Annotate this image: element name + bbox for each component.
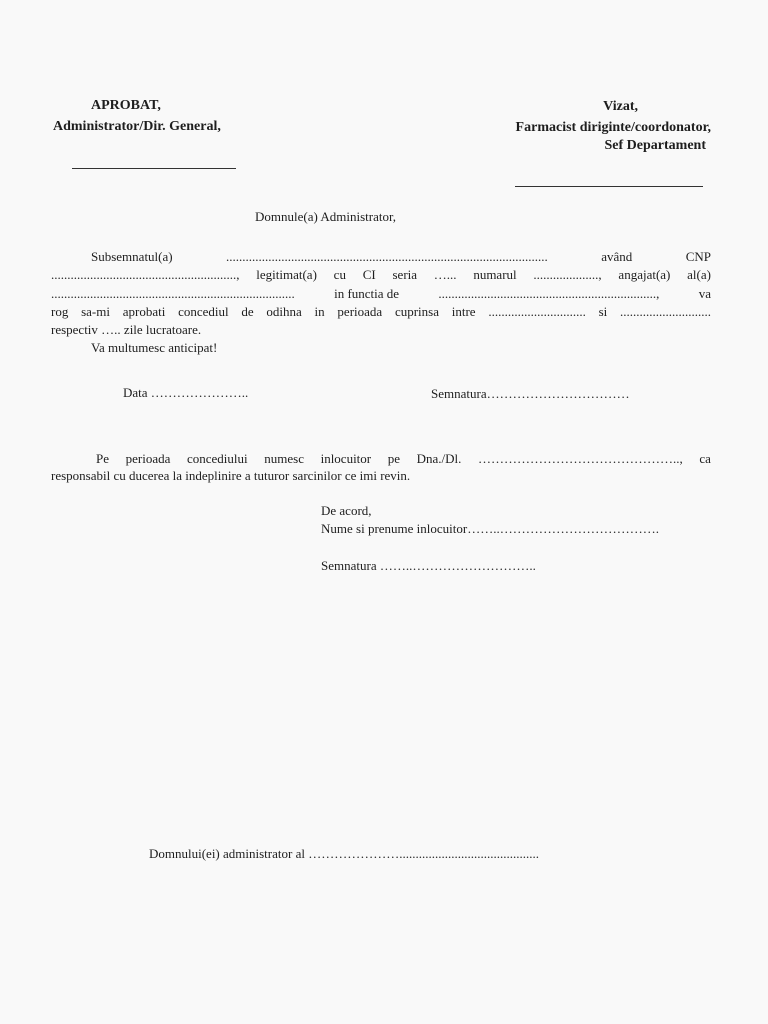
vizat-signature-line [515, 186, 703, 187]
signature-field: Semnatura…………………………… [431, 386, 630, 401]
start-date-blank: .............................. [488, 304, 586, 319]
word: de [241, 304, 254, 319]
word: rog [51, 304, 69, 319]
word: concediului [186, 451, 248, 466]
addressee-line: Domnului(ei) administrator al …………………........................................... [149, 846, 539, 861]
approver-role: Administrator/Dir. General, [53, 119, 221, 134]
functia-label: in functia de [334, 286, 400, 301]
function-blank: ..................................................................., [438, 286, 660, 301]
word: perioada [125, 451, 171, 466]
employer-blank: ........................................................................... [51, 286, 295, 301]
subsemnatul-label: Subsemnatul(a) [91, 249, 173, 264]
request-line-2 [51, 266, 711, 284]
agree-label: De acord, [321, 503, 372, 518]
word: Pe [96, 451, 109, 466]
name-blank: ................................................................................................... [226, 249, 548, 264]
word: numesc [264, 451, 304, 466]
word: sa-mi [81, 304, 110, 319]
seria-blank: …... [433, 267, 457, 282]
request-line-3 [51, 285, 711, 303]
request-line-1 [51, 248, 711, 266]
word: si [598, 304, 608, 319]
angajat-word: angajat(a) [618, 267, 671, 282]
approved-label: APROBAT, [91, 98, 161, 113]
days-line: respectiv ….. zile lucratoare. [51, 322, 202, 337]
word-ala: al(a) [687, 267, 711, 282]
cnp-label: CNP [685, 249, 711, 264]
date-field: Data ………………….. [123, 385, 249, 400]
word-va: va [698, 286, 711, 301]
word: perioada [337, 304, 383, 319]
word: concediul [178, 304, 229, 319]
word: aprobati [122, 304, 166, 319]
word: Dna./Dl. [416, 451, 462, 466]
legitimat-word: legitimat(a) [256, 267, 317, 282]
word: in [314, 304, 325, 319]
replacement-name-field: Nume si prenume inlocuitor……..………………………………. [321, 521, 659, 536]
replacement-line-2: responsabil cu ducerea la indeplinire a tuturor sarcinilor ce imi revin. [51, 468, 411, 483]
end-date-blank: ............................ [619, 304, 711, 319]
numarul-blank: ...................., [533, 267, 602, 282]
vizat-role-pharmacist: Farmacist diriginte/coordonator, [515, 120, 711, 135]
salutation: Domnule(a) Administrator, [255, 209, 397, 224]
word: cuprinsa [394, 304, 439, 319]
approver-signature-line [72, 168, 236, 169]
avand-word: având [601, 249, 633, 264]
word-cu: cu [333, 267, 346, 282]
word: pe [387, 451, 401, 466]
vizat-role-department: Sef Departament [604, 138, 706, 153]
word: intre [451, 304, 476, 319]
cnp-blank: ........................................................., [51, 267, 240, 282]
word: odihna [266, 304, 302, 319]
replacement-name-blank: ……………………………………….., [478, 451, 683, 466]
thanks-line: Va multumesc anticipat! [91, 340, 218, 355]
word: ca [699, 451, 711, 466]
numarul-label: numarul [473, 267, 517, 282]
seria-label: seria [392, 267, 418, 282]
request-line-4 [51, 303, 711, 321]
replacement-line-1 [51, 450, 711, 468]
vizat-label: Vizat, [603, 99, 638, 114]
replacement-signature-field: Semnatura ……..……………………….. [321, 558, 536, 573]
word: inlocuitor [320, 451, 372, 466]
word-ci: CI [362, 267, 376, 282]
